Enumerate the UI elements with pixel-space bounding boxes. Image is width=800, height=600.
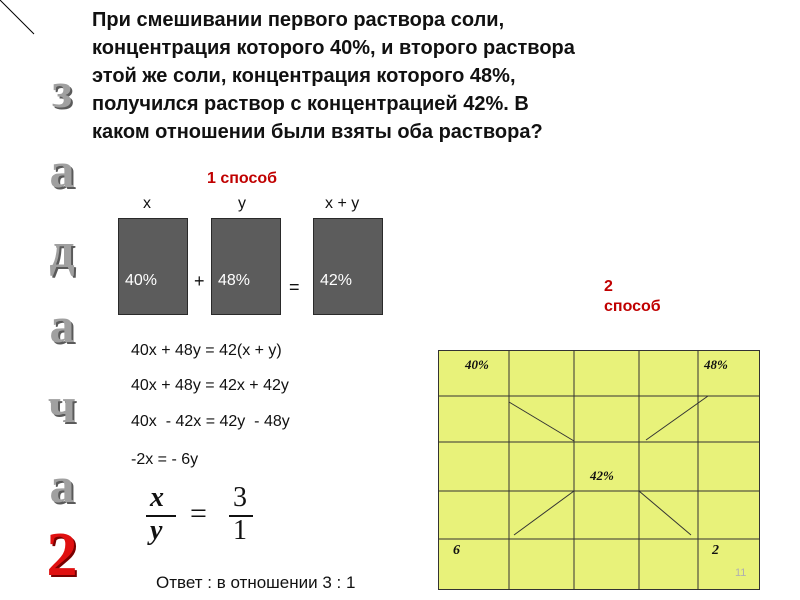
grid-label-2: 2: [712, 543, 719, 558]
equation-line-2: 40x + 48y = 42x + 42y: [131, 377, 289, 394]
box-value: 48%: [218, 272, 251, 289]
solution-box-2: [211, 218, 281, 315]
grid-label-48: 48%: [704, 357, 728, 372]
box-var-label: x + y: [325, 195, 360, 212]
box-value: 42%: [320, 272, 353, 289]
page-number: 11: [735, 567, 747, 579]
method2-label-line: способ: [604, 298, 661, 315]
side-title-number: 2: [46, 521, 78, 589]
fraction-denominator-left: y: [150, 515, 163, 546]
fraction-equals: =: [190, 497, 207, 530]
answer-text: Ответ : в отношении 3 : 1: [156, 573, 356, 592]
problem-line: этой же соли, концентрация которого 48%,: [92, 65, 516, 87]
problem-line: концентрация которого 40%, и второго раствора: [92, 37, 575, 59]
method2-label: [604, 277, 661, 317]
side-title-letter-1: з: [51, 62, 73, 118]
ratio-grid: [438, 350, 760, 590]
side-title-letter-2: а: [49, 142, 75, 198]
grid-label-6: 6: [453, 543, 460, 558]
side-title-letter-3: д: [49, 222, 75, 278]
side-title-letter-4: а: [49, 297, 75, 353]
fraction-denominator-right: 1: [233, 515, 247, 546]
equals-sign: =: [289, 277, 300, 297]
solution-box-1: [118, 218, 188, 315]
problem-line: получился раствор с концентрацией 42%. В: [92, 93, 529, 115]
corner-decoration-line: [0, 0, 40, 40]
problem-line: каком отношении были взяты оба раствора?: [92, 121, 543, 143]
equation-line-1: 40x + 48y = 42(x + y): [131, 342, 282, 359]
fraction-numerator-right: 3: [233, 482, 247, 513]
grid-label-40: 40%: [465, 357, 489, 372]
fraction-numerator-left: x: [150, 482, 164, 513]
side-title-letter-5: ч: [47, 377, 77, 433]
box-var-label: y: [238, 195, 246, 212]
problem-statement: [92, 6, 792, 146]
problem-line: При смешивании первого раствора соли,: [92, 9, 505, 31]
grid-label-42: 42%: [590, 468, 614, 483]
plus-sign: +: [194, 271, 205, 291]
method2-label-line: 2: [604, 278, 613, 295]
solution-box-3: [313, 218, 383, 315]
equation-line-3: 40x - 42x = 42y - 48y: [131, 413, 290, 430]
box-value: 40%: [125, 272, 158, 289]
side-title-letter-6: а: [49, 457, 75, 513]
equation-line-4: -2x = - 6y: [131, 451, 199, 468]
box-var-label: x: [143, 195, 151, 212]
method1-label: 1 способ: [207, 170, 278, 187]
